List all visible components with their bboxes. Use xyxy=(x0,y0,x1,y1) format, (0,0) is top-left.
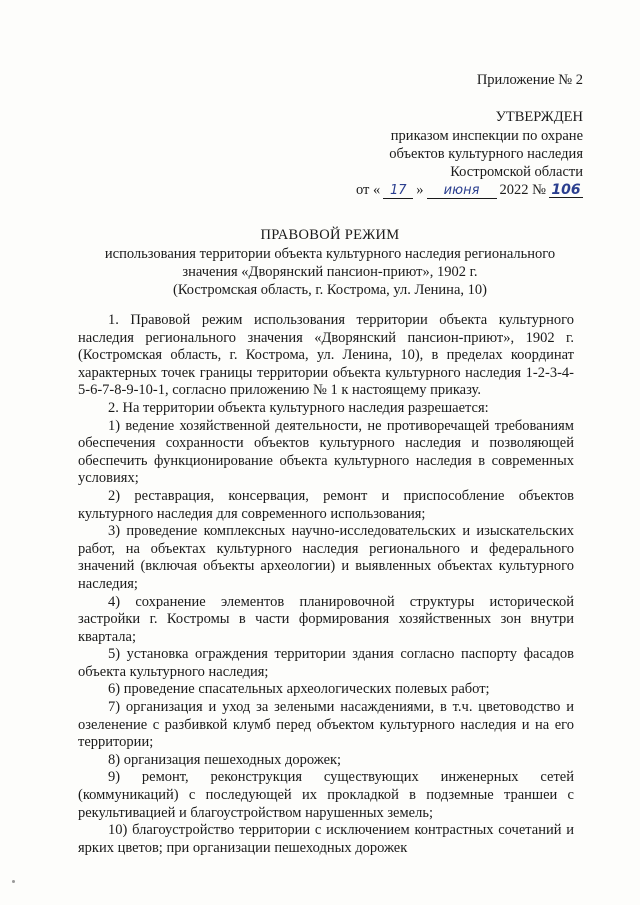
paragraph: 2) реставрация, консервация, ремонт и приспособление объектов культурного наследия для современного использования; xyxy=(78,487,574,522)
document-title-block xyxy=(60,226,600,299)
order-date-line xyxy=(356,181,583,199)
handwritten-day: 17 xyxy=(383,184,413,199)
date-prefix: от « xyxy=(356,182,381,198)
paragraph: 8) организация пешеходных дорожек; xyxy=(108,751,342,768)
paragraph: 1. Правовой режим использования территории объекта культурного наследия регионального значения «Дворянский пансион-приют», 1902 г. (Костромская область, г. Кострома, ул. Ленина, 10), в пределах координат характерных точек границы территории объекта культурного наследия 1-2-3-4-5-6-7-8-9-10-1, согласно приложению № 1 к настоящему приказу. xyxy=(78,312,574,399)
paragraph: 5) установка ограждения территории здания согласно паспорту фасадов объекта культурного наследия; xyxy=(78,646,574,680)
date-year: 2022 № xyxy=(499,182,546,198)
paragraph: 9) ремонт, реконструкция существующих инженерных сетей (коммуникаций) с последующей их прокладкой в подземные траншеи с рекультивацией и благоустройством нарушенных земель; xyxy=(78,769,574,821)
paragraph: 2. На территории объекта культурного наследия разрешается: xyxy=(108,399,489,416)
paragraph: 10) благоустройство территории с исключением контрастных сочетаний и ярких цветов; при организации пешеходных дорожек xyxy=(78,822,574,856)
order-line: объектов культурного наследия xyxy=(389,146,583,162)
paragraph: 6) проведение спасательных археологических полевых работ; xyxy=(108,681,490,698)
document-body xyxy=(78,312,574,857)
scan-speck xyxy=(12,880,15,883)
order-line: приказом инспекции по охране xyxy=(390,128,583,144)
subtitle-line: значения «Дворянский пансион-приют», 1902 г. xyxy=(182,264,478,280)
subtitle-line: (Костромская область, г. Кострома, ул. Ленина, 10) xyxy=(173,282,487,298)
paragraph: 4) сохранение элементов планировочной структуры исторической застройки г. Костромы в части формирования хозяйственных зон внутри квартала; xyxy=(78,593,574,645)
handwritten-order-number: 106 xyxy=(549,183,583,198)
paragraph: 3) проведение комплексных научно-исследовательских и изыскательских работ, на объектах культурного наследия регионального и федерального значений (включая объекты археологии) и выявленных объектах культурного наследия; xyxy=(78,523,574,592)
document-title: ПРАВОВОЙ РЕЖИМ xyxy=(260,227,400,243)
appendix-label: Приложение № 2 xyxy=(476,72,583,88)
subtitle-line: использования территории объекта культурного наследия регионального xyxy=(104,246,556,262)
approval-block xyxy=(356,108,583,199)
date-mid: » xyxy=(416,182,424,198)
handwritten-month: июня xyxy=(427,184,497,199)
order-line: Костромской области xyxy=(450,164,583,180)
paragraph: 7) организация и уход за зелеными насаждениями, в т.ч. цветоводство и озеленение с разбивкой клумб перед объектом культурного наследия и на его территории; xyxy=(78,699,574,751)
paragraph: 1) ведение хозяйственной деятельности, не противоречащей требованиям обеспечения сохранности объектов культурного наследия и позволяющей обеспечить функционирование объекта культурного наследия в современных условиях; xyxy=(78,417,574,487)
approved-heading: УТВЕРЖДЕН xyxy=(495,109,583,125)
